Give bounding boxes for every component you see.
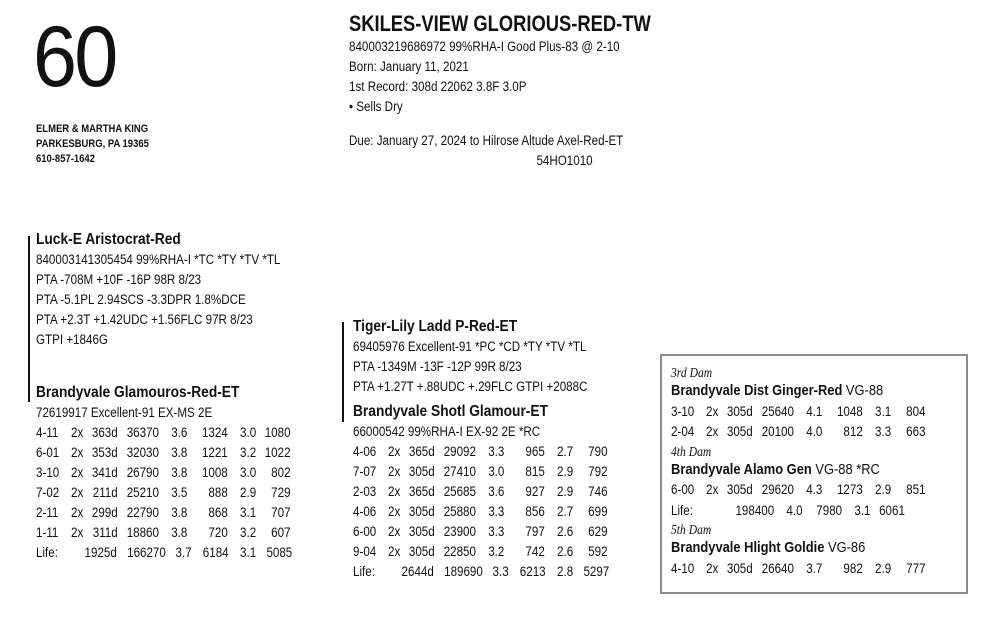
sire-bracket-line xyxy=(28,236,30,402)
sire-line: 840003141305454 99%RHA-I *TC *TY *TV *TL xyxy=(36,252,281,267)
record-row: 6-00 2x 305d 29620 4.3 1273 2.9 851 xyxy=(671,482,926,497)
fourth-dam-name: Brandyvale Alamo Gen VG-88 *RC xyxy=(671,460,880,478)
consignor-phone: 610-857-1642 xyxy=(36,153,95,165)
record-row: 2-03 2x 365d 25685 3.6 927 2.9 746 xyxy=(353,484,608,499)
sire-name: Luck-E Aristocrat-Red xyxy=(36,231,181,248)
sire-line: PTA -708M +10F -16P 98R 8/23 xyxy=(36,272,202,287)
dam-block xyxy=(36,378,292,563)
record-row: 3-10 2x 305d 25640 4.1 1048 3.1 804 xyxy=(671,403,926,419)
mgs-name: Tiger-Lily Ladd P-Red-ET xyxy=(353,318,518,335)
fourth-dam-label: 4th Dam xyxy=(671,443,712,459)
record-row: 1-11 2x 311d 18860 3.8 720 3.2 607 xyxy=(36,525,291,540)
animal-note: • Sells Dry xyxy=(349,99,403,114)
lifetime-row: Life: 2644d 189690 3.3 6213 2.8 5297 xyxy=(353,564,610,579)
record-row: 2-11 2x 299d 22790 3.8 868 3.1 707 xyxy=(36,505,291,520)
record-row: 4-06 2x 305d 25880 3.3 856 2.7 699 xyxy=(353,504,608,519)
granddam-block xyxy=(353,401,609,582)
animal-id-line: 840003219686972 99%RHA-I Good Plus-83 @ 2-10 xyxy=(349,39,620,54)
sire-block xyxy=(36,229,280,350)
dam-id-line: 72619917 Excellent-91 EX-MS 2E xyxy=(36,405,213,420)
animal-info xyxy=(349,12,660,171)
third-dam-records xyxy=(671,402,926,443)
fifth-dam-name: Brandyvale Hlight Goldie VG-86 xyxy=(671,539,866,556)
record-row: 7-07 2x 305d 27410 3.0 815 2.9 792 xyxy=(353,464,608,479)
mgs-line: PTA -1349M -13F -12P 99R 8/23 xyxy=(353,359,522,374)
mgs-line: 69405976 Excellent-91 *PC *CD *TY *TV *TL xyxy=(353,339,587,354)
fifth-dam-label: 5th Dam xyxy=(671,522,712,537)
consignor-info xyxy=(36,122,149,167)
animal-first-record: 1st Record: 308d 22062 3.8F 3.0P xyxy=(349,79,527,94)
record-row: 3-10 2x 341d 26790 3.8 1008 3.0 802 xyxy=(36,465,291,480)
dam-name: Brandyvale Glamouros-Red-ET xyxy=(36,384,240,401)
sire-line: PTA +2.3T +1.42UDC +1.56FLC 97R 8/23 xyxy=(36,312,253,327)
record-row: 7-02 2x 211d 25210 3.5 888 2.9 729 xyxy=(36,485,291,500)
animal-name: SKILES-VIEW GLORIOUS-RED-TW xyxy=(349,11,651,36)
consignor-name: ELMER & MARTHA KING xyxy=(36,123,149,135)
mgs-block xyxy=(353,316,587,397)
sire-line: PTA -5.1PL 2.94SCS -3.3DPR 1.8%DCE xyxy=(36,292,246,307)
fifth-dam-records xyxy=(671,559,926,580)
dam-records xyxy=(36,423,292,563)
mgs-bracket-line xyxy=(342,322,344,422)
third-dam-label: 3rd Dam xyxy=(671,365,713,380)
lifetime-row: Life: 1925d 166270 3.7 6184 3.1 5085 xyxy=(36,545,293,560)
record-row: 4-11 2x 363d 36370 3.6 1324 3.0 1080 xyxy=(36,425,291,440)
lot-number: 60 xyxy=(33,9,116,105)
fourth-dam-life: Life: 198400 4.0 7980 3.1 6061 xyxy=(671,502,905,518)
record-row: 4-10 2x 305d 26640 3.7 982 2.9 777 xyxy=(671,560,926,576)
consignor-city: PARKESBURG, PA 19365 xyxy=(36,138,149,150)
fourth-dam-records xyxy=(671,480,926,501)
record-row: 9-04 2x 305d 22850 3.2 742 2.6 592 xyxy=(353,544,608,559)
record-row: 2-04 2x 305d 20100 4.0 812 3.3 663 xyxy=(671,424,926,439)
ancestor-dams-box xyxy=(660,354,968,594)
sire-line: GTPI +1846G xyxy=(36,332,108,347)
third-dam-name: Brandyvale Dist Ginger-Red VG-88 xyxy=(671,382,884,399)
animal-due: Due: January 27, 2024 to Hilrose Altude Axel-Red-ET xyxy=(349,133,624,148)
granddam-records xyxy=(353,442,609,582)
granddam-id-line: 66000542 99%RHA-I EX-92 2E *RC xyxy=(353,424,541,439)
granddam-name: Brandyvale Shotl Glamour-ET xyxy=(353,403,548,420)
record-row: 4-06 2x 365d 29092 3.3 965 2.7 790 xyxy=(353,444,608,459)
animal-born: Born: January 11, 2021 xyxy=(349,59,469,74)
mgs-line: PTA +1.27T +.88UDC +.29FLC GTPI +2088C xyxy=(353,379,588,394)
record-row: 6-00 2x 305d 23900 3.3 797 2.6 629 xyxy=(353,524,608,539)
record-row: 6-01 2x 353d 32030 3.8 1221 3.2 1022 xyxy=(36,445,291,460)
animal-service-code: 54HO1010 xyxy=(536,153,593,168)
